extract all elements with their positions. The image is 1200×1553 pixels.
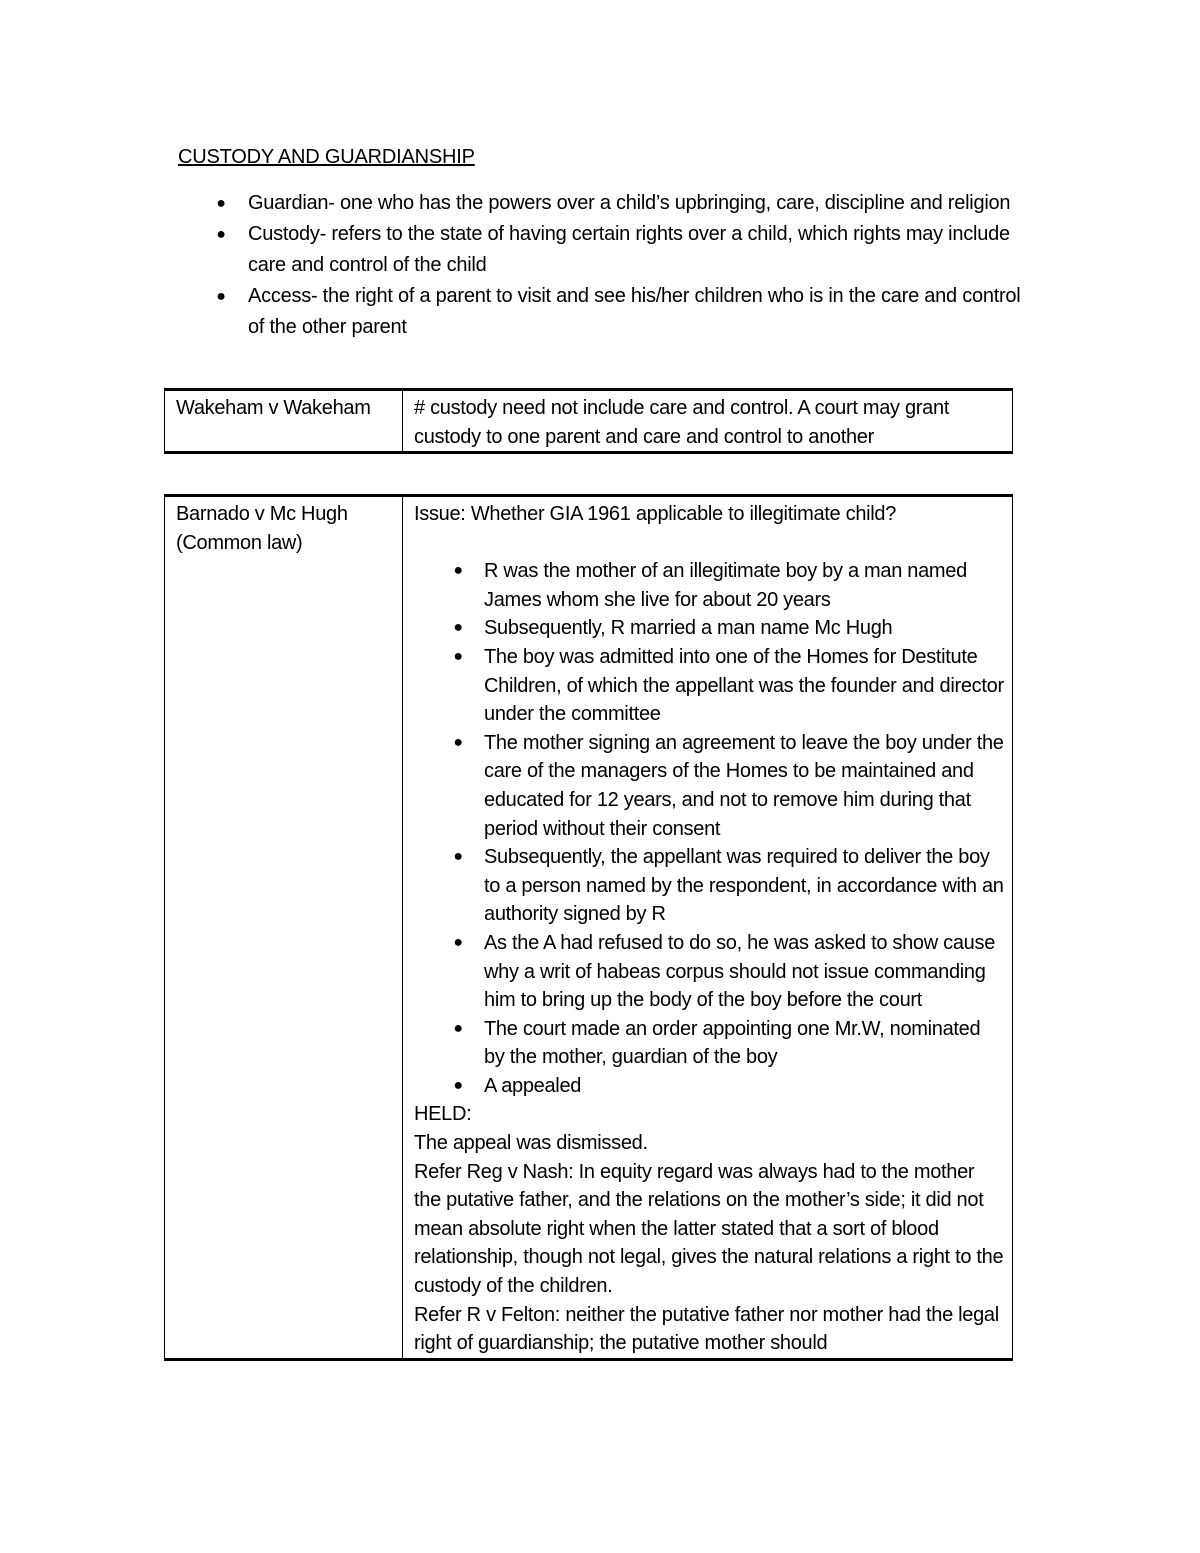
definitions-list (178, 188, 1038, 343)
case-table-wakeham (164, 388, 1013, 454)
fact-text: Subsequently, the appellant was required to deliver the boy to a person named by the respondent, in accordance with an authority signed by R (484, 846, 1004, 926)
bullet-icon: ● (216, 288, 226, 305)
case-issue: Issue: Whether GIA 1961 applicable to illegitimate child? (414, 503, 897, 525)
bullet-icon: ● (453, 848, 463, 866)
case-name: Barnado v Mc Hugh (176, 503, 348, 525)
fact-item (414, 843, 1004, 929)
bullet-icon: ● (453, 1019, 463, 1037)
definition-access (178, 281, 1038, 343)
fact-text: The boy was admitted into one of the Homes for Destitute Children, of which the appellant was the founder and director under the committee (484, 645, 1004, 726)
fact-item (414, 729, 1004, 843)
refer-nash-text: Refer Reg v Nash: In equity regard was always had to the mother the putative father, and the relations on the mother’s side; it did not mean absolute right when the latter stated that a sort of blood relationship, though not legal, gives the natural relations a right to the custody of the children. (414, 1160, 1004, 1298)
case-jurisdiction: (Common law) (176, 531, 303, 554)
held-text: The appeal was dismissed. (414, 1132, 648, 1155)
fact-text: The mother signing an agreement to leave the boy under the care of the managers of the Homes to be maintained and educated for 12 years, and not to remove him during that period without their consent (484, 731, 1004, 840)
fact-text: As the A had refused to do so, he was asked to show cause why a writ of habeas corpus should not issue commanding him to bring up the body of the boy before the court (484, 931, 996, 1012)
fact-item (414, 614, 1004, 643)
definition-custody (178, 219, 1038, 281)
case-table-barnado (164, 494, 1013, 1361)
bullet-icon: ● (453, 1076, 463, 1094)
definition-text: Custody- refers to the state of having certain rights over a child, which rights may include care and control of the child (248, 223, 1010, 276)
case-name: Wakeham v Wakeham (176, 397, 371, 419)
definition-guardian (178, 188, 1038, 219)
case-facts-list (414, 557, 1004, 1100)
fact-text: The court made an order appointing one Mr.W, nominated by the mother, guardian of the boy (484, 1017, 981, 1069)
bullet-icon: ● (216, 226, 226, 243)
fact-text: Subsequently, R married a man name Mc Hugh (484, 617, 893, 640)
definition-text: Guardian- one who has the powers over a child’s upbringing, care, discipline and religion (248, 192, 1011, 214)
fact-text: A appealed (484, 1074, 582, 1097)
case-note: # custody need not include care and control. A court may grant custody to one parent and care and control to another (414, 397, 950, 448)
case-note-cell (403, 390, 1013, 453)
fact-item (414, 1072, 1004, 1101)
case-name-cell (165, 496, 403, 1360)
definition-text: Access- the right of a parent to visit and see his/her children who is in the care and control of the other parent (248, 285, 1021, 338)
fact-item (414, 557, 1004, 614)
held-label: HELD: (414, 1103, 472, 1126)
bullet-icon: ● (453, 619, 463, 637)
bullet-icon: ● (453, 733, 463, 751)
spacer (414, 529, 1004, 558)
bullet-icon: ● (216, 195, 226, 212)
fact-item (414, 1015, 1004, 1072)
fact-item (414, 929, 1004, 1015)
bullet-icon: ● (453, 933, 463, 951)
fact-text: R was the mother of an illegitimate boy by a man named James whom she live for about 20 years (484, 560, 967, 611)
case-detail-cell (403, 496, 1013, 1360)
case-name-cell (165, 390, 403, 453)
refer-felton-text: Refer R v Felton: neither the putative father nor mother had the legal right of guardianship; the putative mother should (414, 1303, 999, 1355)
fact-item (414, 643, 1004, 729)
bullet-icon: ● (453, 562, 463, 580)
bullet-icon: ● (453, 647, 463, 665)
page-title: CUSTODY AND GUARDIANSHIP (178, 146, 475, 168)
